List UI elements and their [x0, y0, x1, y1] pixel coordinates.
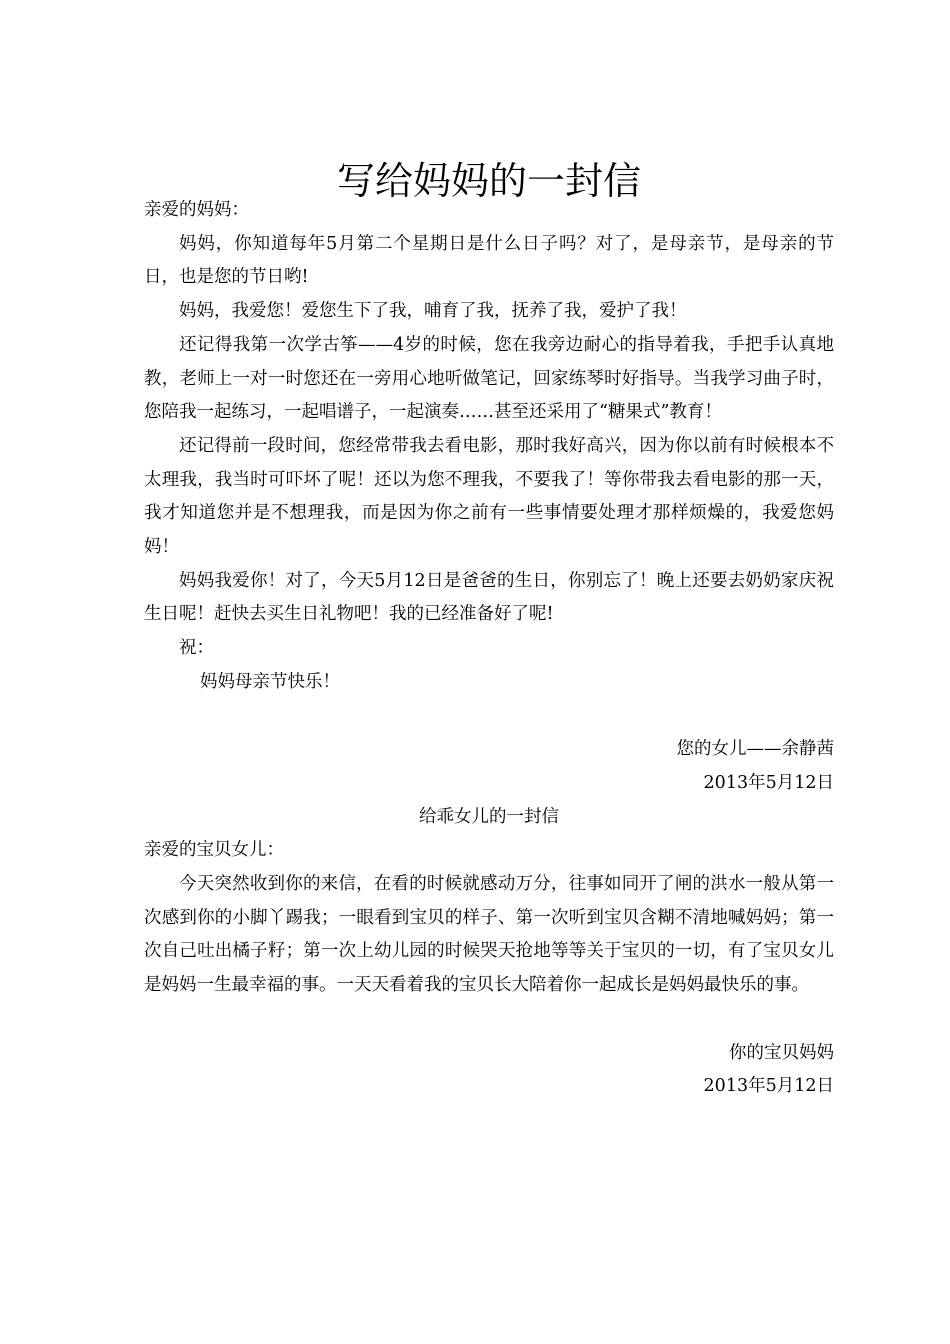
document-body [144, 194, 834, 1104]
letter1-salutation: 亲爱的妈妈： [144, 200, 249, 220]
letter1-signature: 您的女儿——余静茜 [676, 739, 834, 760]
letter1-paragraph-4: 还记得前一段时间，您经常带我去看电影，那时我好高兴，因为你以前有时候根本不太理我，我当时可吓坏了呢！还以为您不理我，不要我了！等你带我去看电影的那一天，我才知道您并是不想理我，而是因为你之前有一些事情要处理才那样烦燥的，我爱您妈妈！ [144, 435, 834, 558]
document-page [144, 0, 834, 1344]
letter2-signature: 你的宝贝妈妈 [729, 1042, 834, 1063]
letter2-salutation: 亲爱的宝贝女儿： [144, 840, 284, 861]
blank-line [144, 1003, 834, 1037]
letter1-paragraph-2: 妈妈，我爱您！爱您生下了我，哺育了我，抚养了我，爱护了我！ [179, 301, 687, 322]
letter1-wish: 妈妈母亲节快乐！ [200, 671, 340, 692]
letter1-date: 2013年5月12日 [703, 772, 834, 793]
letter2-title: 给乖女儿的一封信 [419, 806, 559, 827]
letter1-paragraph-1: 妈妈，你知道每年5月第二个星期日是什么日子吗？对了，是母亲节，是母亲的节日，也是您的节日哟! [144, 233, 834, 288]
letter2-paragraph-1: 今天突然收到你的来信，在看的时候就感动万分，往事如同开了闸的洪水一般从第一次感到你的小脚丫踢我；一眼看到宝贝的样子、第一次听到宝贝含糊不清地喊妈妈；第一次自己吐出橘子籽；第一次上幼儿园的时候哭天抢地等等关于宝贝的一切，有了宝贝女儿是妈妈一生最幸福的事。一天天看着我的宝贝长大陪着你一起成长是妈妈最快乐的事。 [144, 874, 834, 996]
letter1-paragraph-3: 还记得我第一次学古筝——4岁的时候，您在我旁边耐心的指导着我，手把手认真地教，老师上一对一时您还在一旁用心地听做笔记，回家练琴时好指导。当我学习曲子时，您陪我一起练习，一起唱谱子，一起演奏……甚至还采用了“糖果式”教育！ [144, 334, 834, 423]
letter1-paragraph-5: 妈妈我爱你！对了，今天5月12日是爸爸的生日，你别忘了！晚上还要去奶奶家庆祝生日呢！赶快去买生日礼物吧！我的已经准备好了呢! [144, 570, 834, 625]
letter2-date: 2013年5月12日 [703, 1076, 834, 1097]
blank-line [144, 700, 834, 734]
letter1-title: 写给妈妈的一封信 [336, 159, 641, 204]
letter1-closing: 祝： [179, 638, 214, 659]
